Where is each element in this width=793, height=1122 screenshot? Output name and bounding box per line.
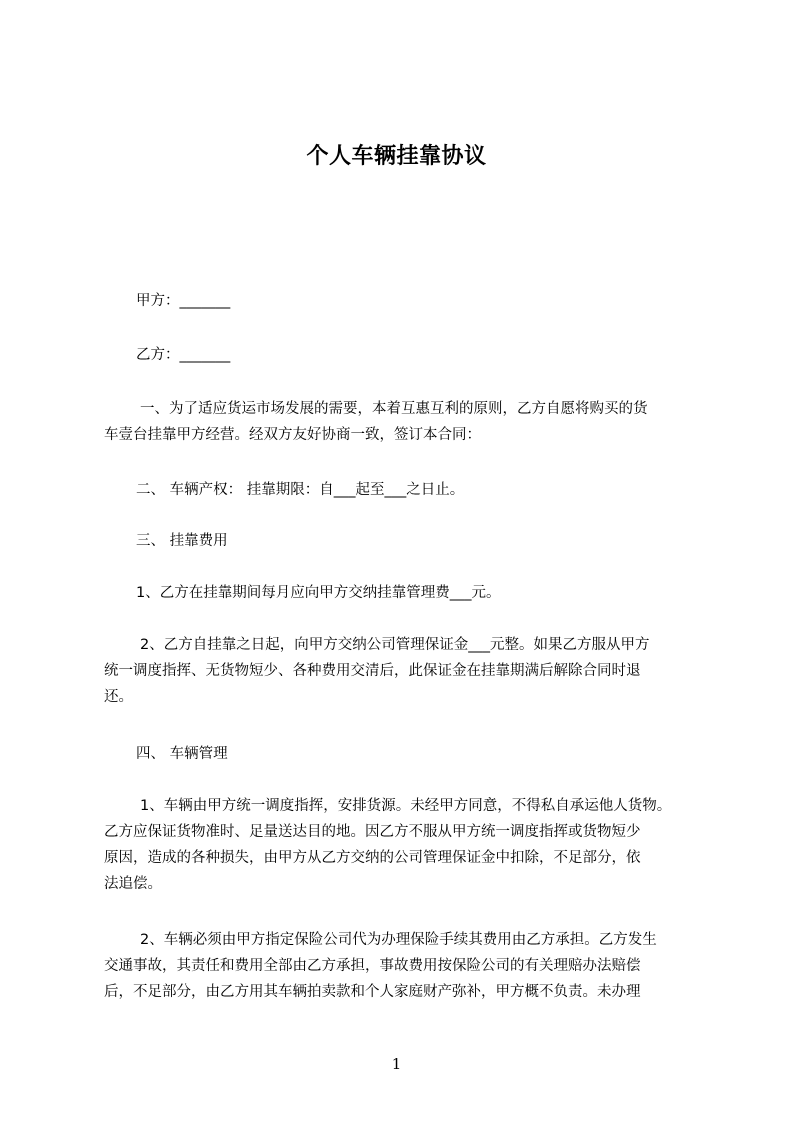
document-title: 个人车辆挂靠协议: [306, 144, 487, 169]
clause-3-2-paragraph: [104, 632, 719, 710]
section-1-line-1: 一、为了适应货运市场发展的需要，本着互惠互利的原则，乙方自愿将购买的货: [140, 401, 648, 417]
clause-4-2-line-3: 后，不足部分，由乙方用其车辆拍卖款和个人家庭财产弥补，甲方概不负责。未办理: [104, 984, 641, 1000]
clause-3-1: 1、乙方在挂靠期间每月应向甲方交纳挂靠管理费___元。: [136, 585, 501, 601]
clause-4-2-line-1: 2、车辆必须由甲方指定保险公司代为办理保险手续其费用由乙方承担。乙方发生: [140, 932, 657, 948]
clause-4-1-line-4: 法追偿。: [104, 876, 162, 892]
clause-3-2-line-1: 2、乙方自挂靠之日起，向甲方交纳公司管理保证金___元整。如果乙方服从甲方: [140, 637, 650, 653]
section-4-heading: 四、 车辆管理: [136, 746, 228, 762]
party-b-line: 乙方：_______: [136, 347, 231, 363]
clause-3-2-line-3: 还。: [104, 689, 133, 705]
section-2-heading: 二、 车辆产权： 挂靠期限：自___起至___之日止。: [136, 482, 465, 498]
clause-4-1-line-2: 乙方应保证货物准时、足量送达目的地。因乙方不服从甲方统一调度指挥或货物短少: [104, 824, 641, 840]
section-1-paragraph: [104, 396, 719, 448]
clause-4-1-line-3: 原因，造成的各种损失，由甲方从乙方交纳的公司管理保证金中扣除，不足部分，依: [104, 850, 641, 866]
clause-3-2-line-2: 统一调度指挥、无货物短少、各种费用交清后，此保证金在挂靠期满后解除合同时退: [104, 663, 641, 679]
party-a-line: 甲方：_______: [136, 293, 231, 309]
clause-4-2-paragraph: [104, 927, 719, 1005]
section-3-heading: 三、 挂靠费用: [136, 533, 228, 549]
page-number: 1: [391, 1055, 402, 1073]
clause-4-1-line-1: 1、车辆由甲方统一调度指挥，安排货源。未经甲方同意，不得私自承运他人货物。: [140, 798, 672, 814]
clause-4-1-paragraph: [104, 793, 719, 897]
clause-4-2-line-2: 交通事故，其责任和费用全部由乙方承担，事故费用按保险公司的有关理赔办法赔偿: [104, 958, 641, 974]
section-1-line-2: 车壹台挂靠甲方经营。经双方友好协商一致，签订本合同：: [104, 427, 481, 443]
